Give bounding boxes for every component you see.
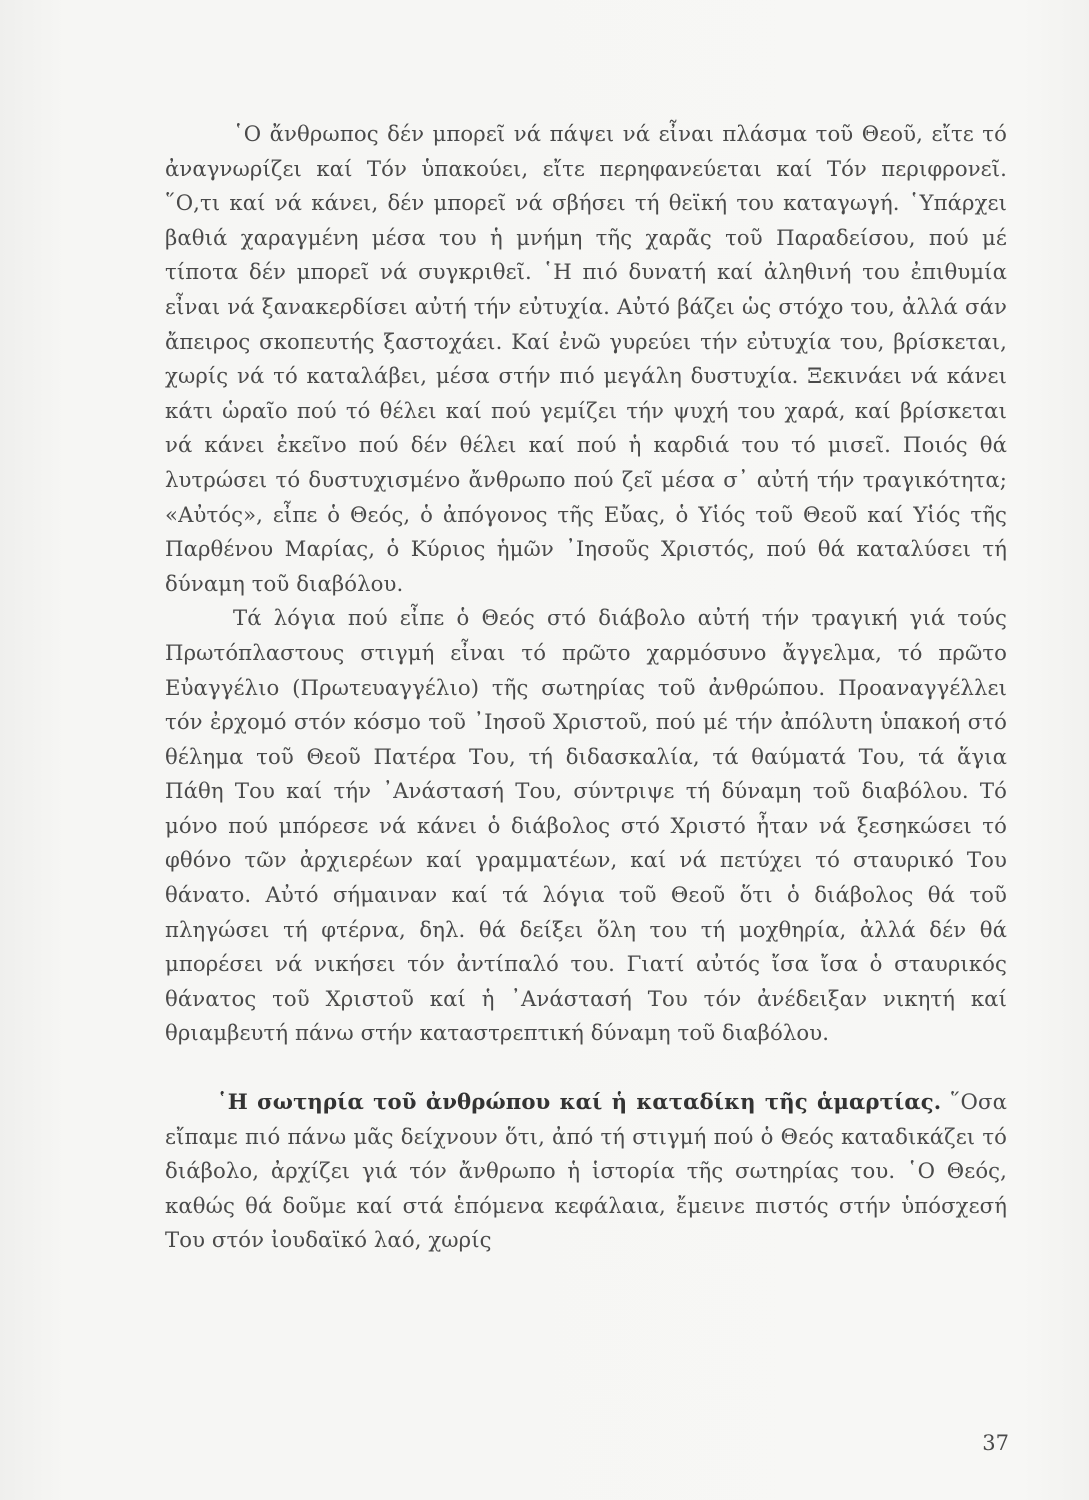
paragraph-2: Τά λόγια πού εἶπε ὁ Θεός στό διάβολο αὐτή τήν τραγική γιά τούς Πρωτόπλαστους στιγμή εἶναι τό πρῶτο χαρμόσυνο ἄγγελμα, τό πρῶτο Εὐαγγέλιο (Πρωτευαγγέλιο) τῆς σωτηρίας τοῦ ἀνθρώπου. Προαναγγέλλει τόν ἐρχομό στόν κόσμο τοῦ ᾿Ιησοῦ Χριστοῦ, πού μέ τήν ἀπόλυτη ὑπακοή στό θέλημα τοῦ Θεοῦ Πατέρα Του, τή διδασκαλία, τά θαύματά Του, τά ἅγια Πάθη Του καί τήν ᾿Ανάστασή Του, σύντριψε τή δύναμη τοῦ διαβόλου. Τό μόνο πού μπόρεσε νά κάνει ὁ διάβολος στό Χριστό ἦταν νά ξεσηκώσει τό φθόνο τῶν ἀρχιερέων καί γραμματέων, καί νά πετύχει τό σταυρικό Του θάνατο. Αὐτό σήμαιναν καί τά λόγια τοῦ Θεοῦ ὅτι ὁ διάβολος θά τοῦ πληγώσει τή φτέρνα, δηλ. θά δείξει ὅλη του τή μοχθηρία, ἀλλά δέν θά μπορέσει νά νικήσει τόν ἀντίπαλό του. Γιατί αὐτός ἴσα ἴσα ὁ σταυρικός θάνατος τοῦ Χριστοῦ καί ἡ ᾿Ανάστασή Του τόν ἀνέδειξαν νικητή καί θριαμβευτή πάνω στήν καταστρεπτική δύναμη τοῦ διαβόλου. [165, 605, 1007, 1046]
body-text [165, 117, 1007, 1258]
paragraph-3-text: ῞Οσα εἴπαμε πιό πάνω μᾶς δείχνουν ὅτι, ἀπό τή στιγμή πού ὁ Θεός καταδικάζει τό διάβολο, ἀρχίζει γιά τόν ἄνθρωπο ἡ ἱστορία τῆς σωτηρίας του. ῾Ο Θεός, καθώς θά δοῦμε καί στά ἑπόμενα κεφάλαια, ἔμεινε πιστός στήν ὑπόσχεσή Του στόν ἰουδαϊκό λαό, χωρίς [165, 1089, 1007, 1253]
page-number: 37 [982, 1431, 1009, 1455]
paragraph-1: ῾Ο ἄνθρωπος δέν μπορεῖ νά πάψει νά εἶναι πλάσμα τοῦ Θεοῦ, εἴτε τό ἀναγνωρίζει καί Τόν ὑπακούει, εἴτε περηφανεύεται καί Τόν περιφρονεῖ. ῞Ο,τι καί νά κάνει, δέν μπορεῖ νά σβήσει τή θεϊκή του καταγωγή. ῾Υπάρχει βαθιά χαραγμένη μέσα του ἡ μνήμη τῆς χαρᾶς τοῦ Παραδείσου, πού μέ τίποτα δέν μπορεῖ νά συγκριθεῖ. ῾Η πιό δυνατή καί ἀληθινή του ἐπιθυμία εἶναι νά ξανακερδίσει αὐτή τήν εὐτυχία. Αὐτό βάζει ὡς στόχο του, ἀλλά σάν ἄπειρος σκοπευτής ξαστοχάει. Καί ἐνῶ γυρεύει τήν εὐτυχία του, βρίσκεται, χωρίς νά τό καταλάβει, μέσα στήν πιό μεγάλη δυστυχία. Ξεκινάει νά κάνει κάτι ὡραῖο πού τό θέλει καί πού γεμίζει τήν ψυχή του χαρά, καί βρίσκεται νά κάνει ἐκεῖνο πού δέν θέλει καί πού ἡ καρδιά του τό μισεῖ. Ποιός θά λυτρώσει τό δυστυχισμένο ἄνθρωπο πού ζεῖ μέσα σ᾽ αὐτή τήν τραγικότητα; «Αὐτός», εἶπε ὁ Θεός, ὁ ἀπόγονος τῆς Εὔας, ὁ Υἱός τοῦ Θεοῦ καί Υἱός τῆς Παρθένου Μαρίας, ὁ Κύριος ἡμῶν ᾿Ιησοῦς Χριστός, πού θά καταλύσει τή δύναμη τοῦ διαβόλου. [165, 121, 1007, 596]
section-title: ῾Η σωτηρία τοῦ ἀνθρώπου καί ἡ καταδίκη τῆς ἁμαρτίας. [217, 1089, 942, 1115]
paragraph-3 [165, 1085, 1007, 1258]
